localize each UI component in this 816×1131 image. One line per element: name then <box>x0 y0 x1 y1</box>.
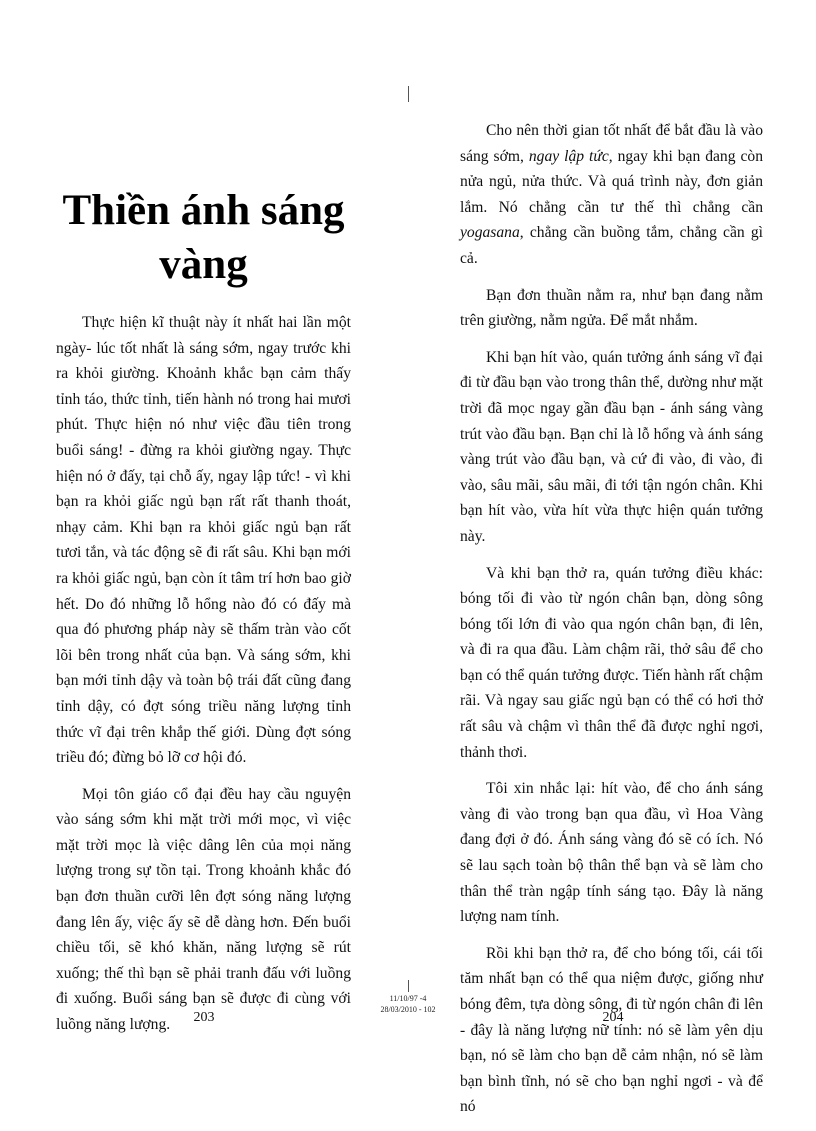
right-paragraph-3: Khi bạn hít vào, quán tưởng ánh sáng vĩ đại đi từ đầu bạn vào trong thân thể, dường như mặt trời đã mọc ngay gần đầu bạn - ánh sáng vàng trút vào đầu bạn. Bạn chỉ là lỗ hổng và ánh sáng vàng trút vào đầu bạn, và cứ đi vào, đi vào, đi vào, sâu mãi, sâu mãi, đi tới tận ngón chân. Khi bạn hít vào, vừa hít vừa thực hiện quán tưởng này. <box>460 348 763 545</box>
right-page-number: 204 <box>602 1010 624 1025</box>
print-stamp-line-1: 11/10/97 -4 <box>389 994 427 1003</box>
right-paragraph-1: Cho nên thời gian tốt nhất để bắt đầu là vào sáng sớm, ngay lập tức, ngay khi bạn đang còn nửa ngủ, nửa thức. Và quá trình này, đơn giản lắm. Nó chẳng cần tư thế thì chẳng cần yogasana, chẳng cần buồng tắm, chẳng cần gì cả. <box>460 122 763 267</box>
left-page-column <box>56 310 351 1049</box>
right-paragraph-6: Rồi khi bạn thở ra, để cho bóng tối, cái tối tăm nhất bạn có thể qua niệm được, giống như bóng đêm, tựa dòng sông, đi từ ngón chân đi lên - đây là năng lượng nữ tính: nó sẽ làm yên dịu bạn, nó sẽ làm cho bạn dễ cảm nhận, nó sẽ làm bạn bình tĩnh, nó sẽ cho bạn nghỉ ngơi - và để nó <box>460 944 763 1116</box>
top-crop-mark <box>408 86 409 102</box>
emphasis-ngay-lap-tuc: ngay lập tức <box>528 147 609 165</box>
chapter-title: Thiền ánh sáng vàng <box>62 187 345 288</box>
right-page-column <box>460 118 763 1131</box>
right-paragraph-2: Bạn đơn thuần nằm ra, như bạn đang nằm trên giường, nằm ngửa. Để mắt nhắm. <box>460 286 763 330</box>
left-paragraph-2: Mọi tôn giáo cổ đại đều hay cầu nguyện vào sáng sớm khi mặt trời mới mọc, vì việc mặt trời mọc là việc dâng lên của mọi năng lượng trong sự tồn tại. Trong khoảnh khắc đó bạn đơn thuần cưỡi lên đợt sóng năng lượng đang lên ấy, việc ấy sẽ dễ dàng hơn. Đến buổi chiều tối, sẽ khó khăn, năng lượng sẽ rút xuống; thế thì bạn sẽ phải tranh đấu với luồng đi xuống. Buổi sáng bạn sẽ được đi cùng với luồng năng lượng. <box>56 785 351 1034</box>
print-stamp-line-2: 28/03/2010 - 102 <box>380 1005 436 1014</box>
left-page-number: 203 <box>193 1010 215 1025</box>
left-paragraph-1: Thực hiện kĩ thuật này ít nhất hai lần một ngày- lúc tốt nhất là sáng sớm, ngay trước khi ra khỏi giường. Khoảnh khắc bạn cảm thấy tỉnh táo, thức tỉnh, tiến hành nó trong hai mươi phút. Thực hiện nó như việc đầu tiên trong buổi sáng! - đừng ra khỏi giường ngay. Thực hiện nó ở đấy, tại chỗ ấy, ngay lập tức! - vì khi bạn ra khỏi giấc ngủ bạn rất rất thanh thoát, nhạy cảm. Khi bạn ra khỏi giấc ngủ bạn rất tươi tắn, và tác động sẽ đi rất sâu. Khi bạn mới ra khỏi giấc ngủ, bạn còn ít tâm trí hơn bao giờ hết. Do đó những lỗ hổng nào đó có đấy mà qua đó phương pháp này sẽ thấm tràn vào cốt lõi bên trong nhất của bạn. Và sáng sớm, khi bạn mới tỉnh dậy và toàn bộ trái đất cũng đang tỉnh dậy, có đợt sóng triều năng lượng tỉnh thức vĩ đại trên khắp thế giới. Dùng đợt sóng triều đó; đừng bỏ lỡ cơ hội đó. <box>56 314 351 767</box>
bottom-crop-mark <box>408 980 409 992</box>
right-paragraph-5: Tôi xin nhắc lại: hít vào, để cho ánh sáng vàng đi vào trong bạn qua đầu, vì Hoa Vàng đang đợi ở đó. Ánh sáng vàng đó sẽ có ích. Nó sẽ lau sạch toàn bộ thân thể bạn và sẽ làm cho thân thể tràn ngập tính sáng tạo. Đây là năng lượng nam tính. <box>460 780 763 926</box>
emphasis-yogasana: yogasana <box>460 224 520 242</box>
right-paragraph-4: Và khi bạn thở ra, quán tưởng điều khác: bóng tối đi vào từ ngón chân bạn, dòng sông bóng tối lớn đi vào qua ngón chân bạn, đi lên, và đi ra qua đầu. Làm chậm rãi, thở sâu để cho bạn có thể quán tưởng được. Tiến hành rất chậm rãi. Và ngay sau giấc ngủ bạn có thể có hơi thở rất sâu và chậm vì thân thể đã được nghỉ ngơi, thảnh thơi. <box>460 564 763 761</box>
